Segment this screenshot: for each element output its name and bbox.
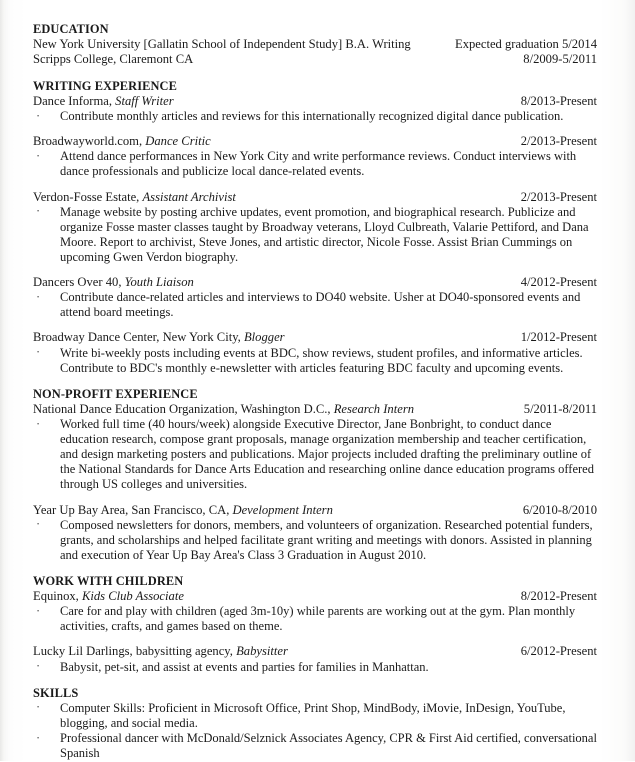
section-heading-non-profit-experience: NON-PROFIT EXPERIENCE [33,386,198,401]
section-work-with-children [33,574,597,675]
bullet-item: · Babysit, pet-sit, and assist at events and parties for families in Manhattan. [33,660,597,675]
bullet-item: · Professional dancer with McDonald/Selznick Associates Agency, CPR & First Aid certified, conversational Spanish [33,731,597,761]
entry-organization [33,275,194,290]
section-heading-skills: SKILLS [33,685,79,700]
entry-date: 8/2013-Present [520,93,597,108]
section-education [33,22,597,68]
entry-date: 4/2012-Present [520,275,597,290]
entry-header [33,402,597,417]
entry-organization [33,589,184,604]
entry-date: 2/2013-Present [520,134,597,149]
entry-header [33,330,597,345]
entry-role: Development Intern [232,502,333,517]
entry-bullet-list [33,518,597,563]
entry-bullet-list [33,660,597,675]
entry-organization [33,644,288,659]
education-school: New York University [Gallatin School of Independent Study] B.A. Writing [33,37,411,51]
section-heading-work-with-children: WORK WITH CHILDREN [33,574,184,589]
experience-entry [33,190,597,266]
entry-role: Babysitter [236,644,288,659]
entry-bullet-list [33,149,597,179]
entry-header [33,644,597,659]
entry-header [33,94,597,109]
entry-organization [33,402,414,417]
entry-date: 6/2012-Present [520,644,597,659]
experience-entry [33,402,597,493]
experience-entry [33,503,597,563]
entry-org-name: Broadway Dance Center, New York City, [33,330,244,345]
bullet-item: · Write bi-weekly posts including events at BDC, show reviews, student profiles, and informative articles. Contribute to BDC's monthly e-newsletter with articles featuring BDC faculty and upcoming events. [33,346,597,376]
bullet-item: · Composed newsletters for donors, members, and volunteers of organization. Researched potential funders, grants, and scholarships and helped facilitate grant writing and meetings with donors. Assisted in planning and execution of Year Up Bay Area's Class 3 Graduation in August 2010. [33,518,597,563]
entry-role: Youth Liaison [124,275,194,290]
entry-bullet-list [33,346,597,376]
bullet-item: · Attend dance performances in New York City and write performance reviews. Conduct interviews with dance professionals and publicize local dance-related events. [33,149,597,179]
entry-org-name: Lucky Lil Darlings, babysitting agency, [33,644,237,659]
entry-bullet-list [33,205,597,265]
bullet-item: · Worked full time (40 hours/week) alongside Executive Director, Jane Bonbright, to conduct dance education research, compose grant proposals, manage organization membership and teacher certification, and design marketing posters and publications. Major projects included drafting the preliminary outline of the National Standards for Dance Arts Education and researching online dance education programs offered through US colleges and universities. [33,417,597,492]
entry-org-name: Equinox, [33,589,82,604]
section-non-profit-experience [33,387,597,563]
entry-role: Staff Writer [115,93,174,108]
entry-date: 1/2012-Present [520,330,597,345]
entry-header [33,589,597,604]
entry-header [33,503,597,518]
experience-entry [33,330,597,375]
experience-entry [33,134,597,179]
experience-entry [33,589,597,634]
entry-org-name: Dance Informa, [33,93,116,108]
experience-entry [33,275,597,320]
entry-org-name: Verdon-Fosse Estate, [33,189,143,204]
section-writing-experience [33,79,597,376]
entry-bullet-list [33,290,597,320]
section-heading-writing-experience: WRITING EXPERIENCE [33,78,177,93]
section-heading-education: EDUCATION [33,22,109,36]
entry-bullet-list [33,109,597,124]
entry-date: 8/2012-Present [520,589,597,604]
section-skills [33,686,597,762]
entry-organization [33,190,236,205]
entry-role: Assistant Archivist [142,189,236,204]
entry-header [33,134,597,149]
bullet-item: · Manage website by posting archive updates, event promotion, and biographical research. Publicize and organize Fosse master classes taught by Broadway veterans, Lloyd Culbreath, Valarie Pettiford, and Dana Moore. Report to archivist, Steve Jones, and artistic director, Nicole Fosse. Assist Brian Cummings on upcoming Gwen Verdon biography. [33,205,597,265]
entry-date: 2/2013-Present [520,189,597,204]
entry-organization [33,94,174,109]
bullet-item: · Computer Skills: Proficient in Microsoft Office, Print Shop, MindBody, iMovie, InDesign, YouTube, blogging, and social media. [33,701,597,731]
entry-header [33,190,597,205]
bullet-item: · Contribute dance-related articles and interviews to DO40 website. Usher at DO40-sponsored events and attend board meetings. [33,290,597,320]
entry-organization [33,134,211,149]
entry-role: Research Intern [333,401,415,416]
bullet-item: · Contribute monthly articles and reviews for this internationally recognized digital dance publication. [33,109,597,124]
education-date: 8/2009-5/2011 [523,52,597,67]
entry-date: 5/2011-8/2011 [523,401,597,416]
entry-date: 6/2010-8/2010 [522,502,597,517]
education-school: Scripps College, Claremont CA [33,52,194,67]
experience-entry [33,644,597,674]
entry-org-name: Year Up Bay Area, San Francisco, CA, [33,502,233,517]
entry-org-name: National Dance Education Organization, Washington D.C., [33,401,334,416]
entry-bullet-list [33,417,597,492]
education-row [33,37,597,52]
skills-bullet-list [33,701,597,762]
entry-role: Kids Club Associate [81,589,184,604]
entry-bullet-list [33,604,597,634]
experience-entry [33,94,597,124]
entry-role: Dance Critic [145,134,211,149]
entry-role: Blogger [243,330,285,345]
education-date: Expected graduation 5/2014 [455,37,597,51]
education-row [33,52,597,67]
entry-org-name: Dancers Over 40, [33,275,125,290]
entry-organization [33,503,333,518]
entry-org-name: Broadwayworld.com, [33,134,146,149]
bullet-item: · Care for and play with children (aged 3m-10y) while parents are working out at the gym. Plan monthly activities, crafts, and games based on theme. [33,604,597,634]
entry-organization [33,330,285,345]
entry-header [33,275,597,290]
